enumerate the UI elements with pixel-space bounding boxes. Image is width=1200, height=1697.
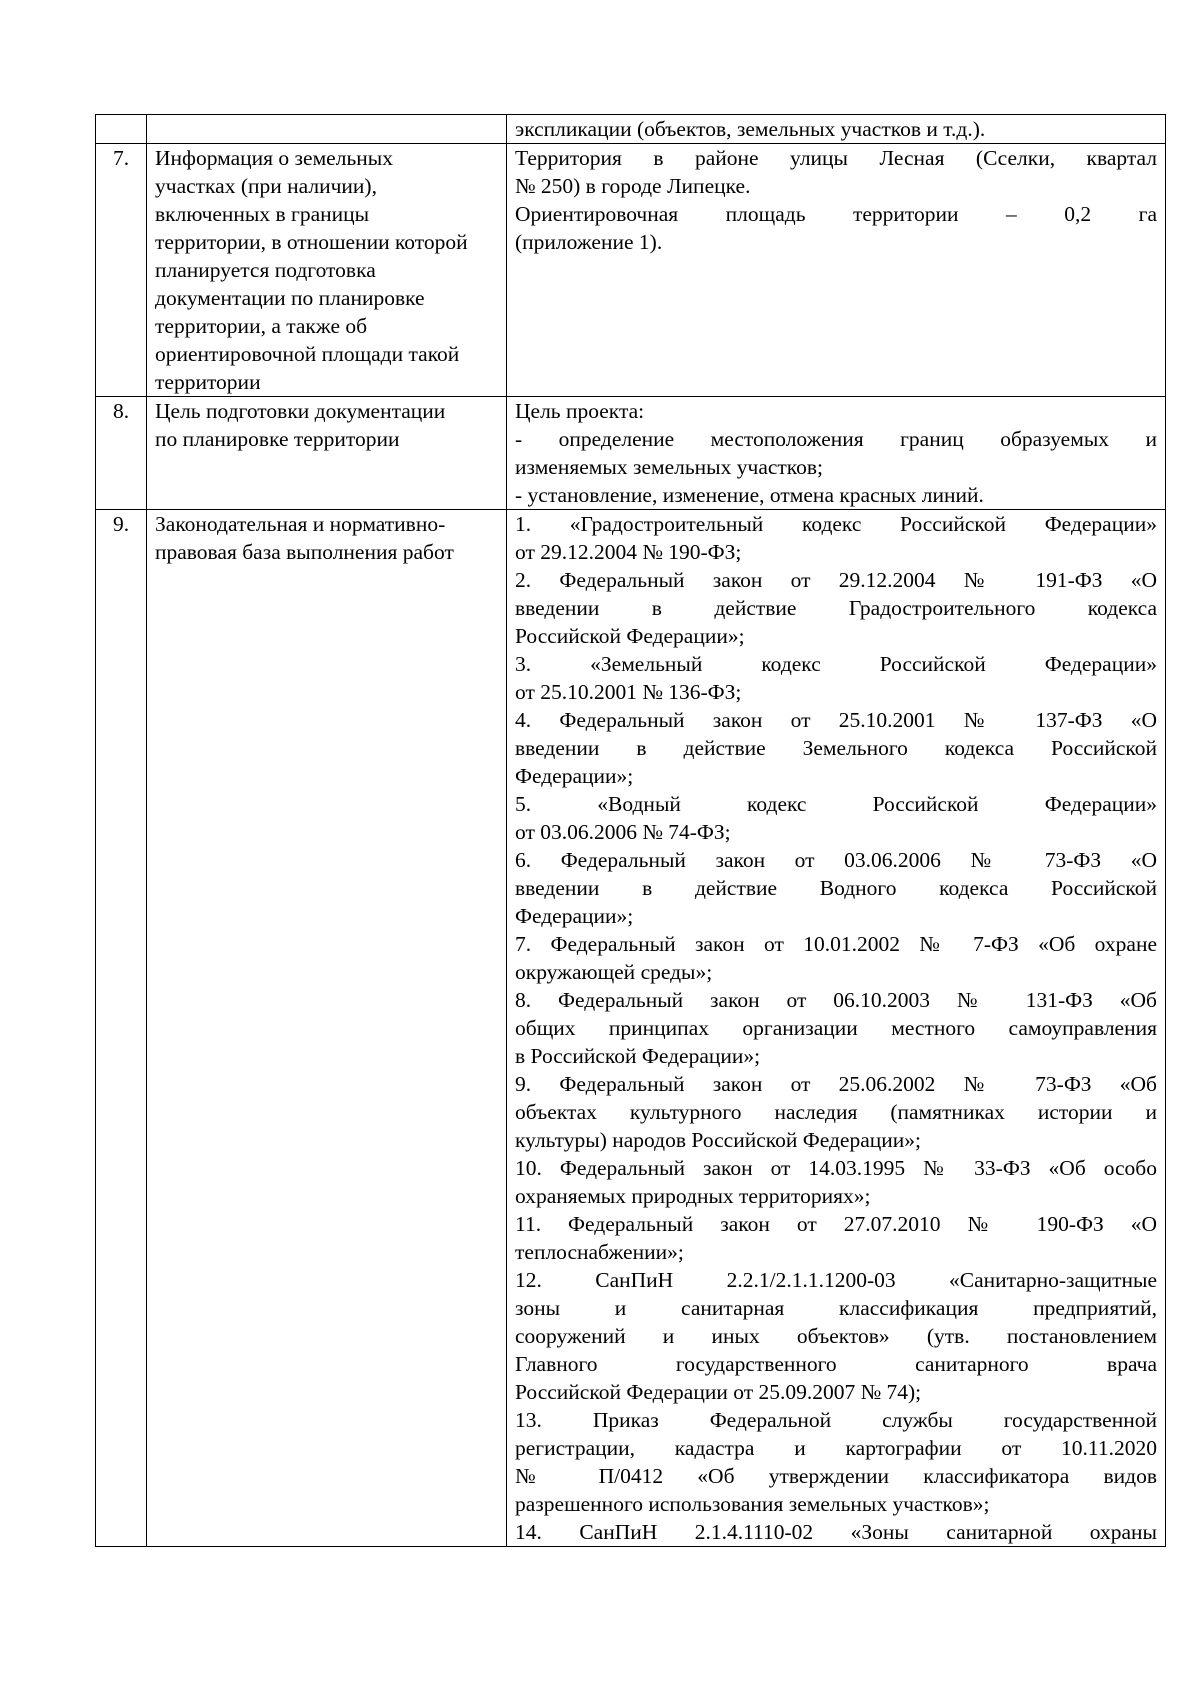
value-line: 12. СанПиН 2.2.1/2.1.1.1200-03 «Санитарно-защитные (515, 1268, 1157, 1292)
value-line: 6. Федеральный закон от 03.06.2006 № 73-ФЗ «О (515, 848, 1157, 872)
row-label (147, 144, 507, 397)
table-row (96, 115, 1166, 144)
table-row (96, 510, 1166, 1547)
value-line: Главного государственного санитарного врача (515, 1352, 1157, 1376)
value-line: теплоснабжении»; (515, 1240, 684, 1264)
value-line: охраняемых природных территориях»; (515, 1184, 871, 1208)
value-line: сооружений и иных объектов» (утв. постановлением (515, 1324, 1157, 1348)
value-line: регистрации, кадастра и картографии от 10.11.2020 (515, 1436, 1157, 1460)
value-line: введении в действие Водного кодекса Российской (515, 876, 1157, 900)
value-line: от 29.12.2004 № 190-ФЗ; (515, 540, 742, 564)
value-line: 13. Приказ Федеральной службы государственной (515, 1408, 1157, 1432)
value-line: (приложение 1). (515, 230, 663, 254)
value-line: общих принципах организации местного самоуправления (515, 1016, 1157, 1040)
value-line: культуры) народов Российской Федерации»; (515, 1128, 921, 1152)
value-line: введении в действие Земельного кодекса Российской (515, 736, 1157, 760)
label-line: Информация о земельных (155, 146, 393, 170)
value-line: 9. Федеральный закон от 25.06.2002 № 73-ФЗ «Об (515, 1072, 1157, 1096)
label-line: документации по планировке (155, 286, 425, 310)
row-value (507, 510, 1166, 1547)
value-line: Территория в районе улицы Лесная (Сселки, квартал (515, 146, 1157, 170)
label-line: правовая база выполнения работ (155, 540, 454, 564)
value-line: 8. Федеральный закон от 06.10.2003 № 131-ФЗ «Об (515, 988, 1157, 1012)
row-number: 8. (96, 397, 147, 510)
terms-of-reference-table (95, 114, 1166, 1547)
label-line: территории, в отношении которой (155, 230, 468, 254)
value-line: № П/0412 «Об утверждении классификатора видов (515, 1464, 1157, 1488)
value-line: 14. СанПиН 2.1.4.1110-02 «Зоны санитарной охраны (515, 1520, 1157, 1544)
value-line: разрешенного использования земельных участков»; (515, 1492, 990, 1516)
value-line: - установление, изменение, отмена красных линий. (515, 483, 984, 507)
label-line: территории, а также об (155, 314, 368, 338)
table-body (96, 115, 1166, 1547)
value-line: введении в действие Градостроительного кодекса (515, 596, 1157, 620)
value-line: Федерации»; (515, 904, 634, 928)
value-line: объектах культурного наследия (памятниках истории и (515, 1100, 1157, 1124)
value-line: от 03.06.2006 № 74-ФЗ; (515, 820, 731, 844)
row-number (96, 115, 147, 144)
label-line: ориентировочной площади такой (155, 342, 460, 366)
label-line: включенных в границы (155, 202, 370, 226)
row-label (147, 397, 507, 510)
value-line: экспликации (объектов, земельных участков и т.д.). (515, 117, 986, 141)
value-line: 5. «Водный кодекс Российской Федерации» (515, 792, 1157, 816)
label-line: участках (при наличии), (155, 174, 377, 198)
value-line: 3. «Земельный кодекс Российской Федерации» (515, 652, 1157, 676)
value-line: изменяемых земельных участков; (515, 455, 824, 479)
value-line: № 250) в городе Липецке. (515, 174, 751, 198)
table-row (96, 144, 1166, 397)
row-value (507, 397, 1166, 510)
table-row (96, 397, 1166, 510)
row-value (507, 144, 1166, 397)
value-line: 1. «Градостроительный кодекс Российской Федерации» (515, 512, 1157, 536)
value-line: 2. Федеральный закон от 29.12.2004 № 191-ФЗ «О (515, 568, 1157, 592)
label-line: планируется подготовка (155, 258, 376, 282)
value-line: Ориентировочная площадь территории – 0,2 га (515, 202, 1157, 226)
value-line: Цель проекта: (515, 399, 645, 423)
value-line: от 25.10.2001 № 136-ФЗ; (515, 680, 742, 704)
value-line: окружающей среды»; (515, 960, 713, 984)
label-line: территории (155, 370, 261, 394)
value-line: 7. Федеральный закон от 10.01.2002 № 7-ФЗ «Об охране (515, 932, 1157, 956)
row-number: 9. (96, 510, 147, 1547)
value-line: 11. Федеральный закон от 27.07.2010 № 190-ФЗ «О (515, 1212, 1157, 1236)
value-line: 4. Федеральный закон от 25.10.2001 № 137-ФЗ «О (515, 708, 1157, 732)
label-line: Законодательная и нормативно- (155, 512, 446, 536)
value-line: Российской Федерации от 25.09.2007 № 74); (515, 1380, 922, 1404)
label-line: Цель подготовки документации (155, 399, 446, 423)
row-label (147, 510, 507, 1547)
label-line: по планировке территории (155, 427, 400, 451)
value-line: - определение местоположения границ образуемых и (515, 427, 1157, 451)
value-line: в Российской Федерации»; (515, 1044, 761, 1068)
value-line: Федерации»; (515, 764, 634, 788)
value-line: зоны и санитарная классификация предприятий, (515, 1296, 1157, 1320)
row-number: 7. (96, 144, 147, 397)
value-line: Российской Федерации»; (515, 624, 745, 648)
row-value (507, 115, 1166, 144)
row-label (147, 115, 507, 144)
value-line: 10. Федеральный закон от 14.03.1995 № 33-ФЗ «Об особо (515, 1156, 1157, 1180)
